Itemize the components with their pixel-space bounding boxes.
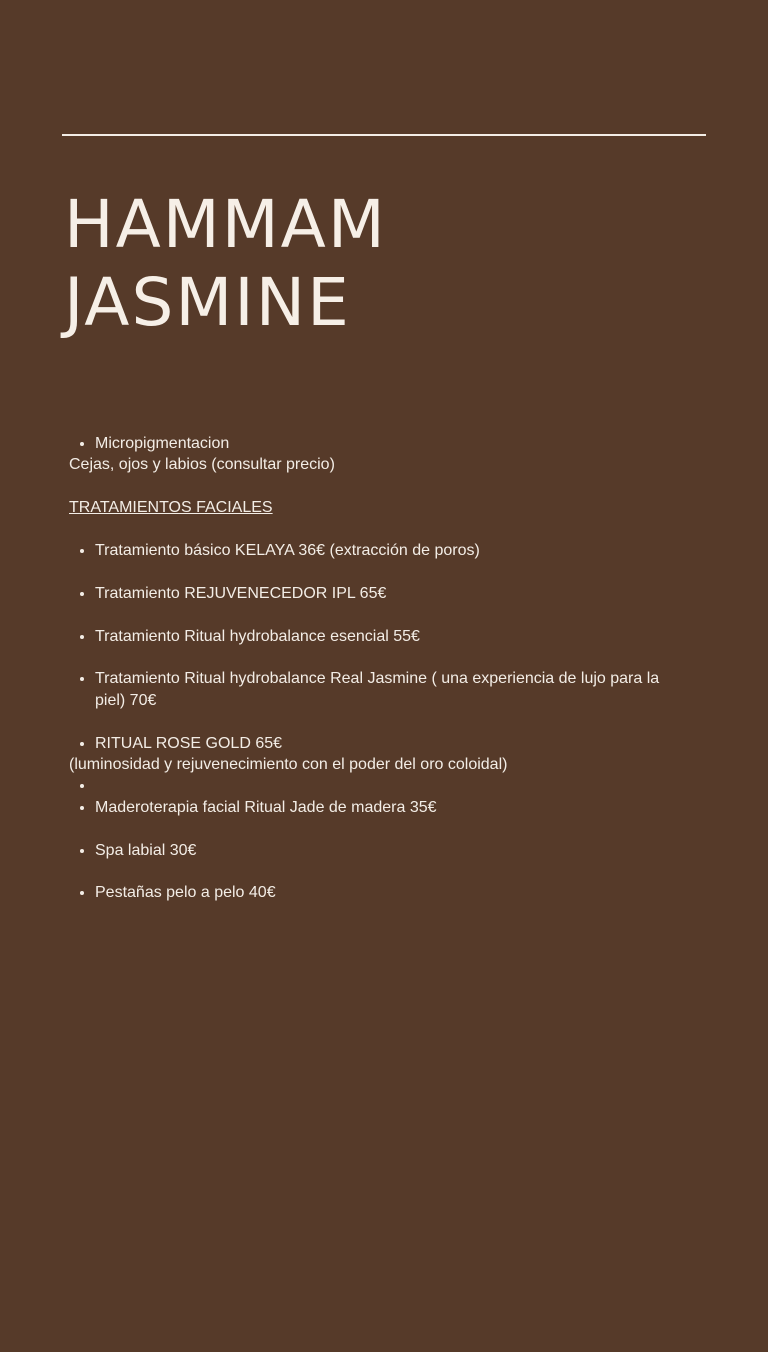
facial-list	[69, 775, 689, 818]
top-divider	[62, 134, 706, 136]
facial-list	[69, 733, 689, 754]
facial-list	[69, 668, 689, 711]
page-title	[64, 186, 387, 342]
rose-gold-note: (luminosidad y rejuvenecimiento con el poder del oro coloidal)	[69, 756, 508, 773]
micro-list	[69, 433, 689, 454]
spacer	[69, 861, 689, 882]
spacer	[69, 711, 689, 732]
list-item-hydro-esencial: • Tratamiento Ritual hydrobalance esencial 55€	[95, 626, 689, 647]
spacer	[69, 519, 689, 540]
title-line-1: HAMMAM	[64, 186, 387, 263]
facial-list	[69, 583, 689, 604]
facial-section-heading[interactable]	[69, 497, 689, 518]
list-item-jade: • Maderoterapia facial Ritual Jade de madera 35€	[95, 797, 689, 818]
facial-list	[69, 882, 689, 903]
spacer	[69, 818, 689, 839]
facial-section-link[interactable]: TRATAMIENTOS FACIALES	[69, 499, 273, 517]
list-item-rose-gold: • RITUAL ROSE GOLD 65€	[95, 733, 689, 754]
spacer	[69, 476, 689, 497]
list-item-ipl: • Tratamiento REJUVENECEDOR IPL 65€	[95, 583, 689, 604]
facial-list	[69, 626, 689, 647]
list-item-micropigmentacion: • Micropigmentacion	[95, 433, 689, 454]
services-list	[69, 433, 689, 904]
spacer	[69, 647, 689, 668]
list-item-pestanas: • Pestañas pelo a pelo 40€	[95, 882, 689, 903]
list-item-hydro-real: • Tratamiento Ritual hydrobalance Real Jasmine ( una experiencia de lujo para la piel) 70€	[95, 668, 689, 711]
list-item-empty	[95, 775, 689, 796]
facial-list	[69, 840, 689, 861]
spacer	[69, 604, 689, 625]
facial-list	[69, 540, 689, 561]
spacer	[69, 561, 689, 582]
micro-note: Cejas, ojos y labios (consultar precio)	[69, 456, 335, 474]
list-item-kelaya: • Tratamiento básico KELAYA 36€ (extracción de poros)	[95, 540, 689, 561]
title-line-2: JASMINE	[64, 264, 351, 341]
list-item-spa-labial: • Spa labial 30€	[95, 840, 689, 861]
